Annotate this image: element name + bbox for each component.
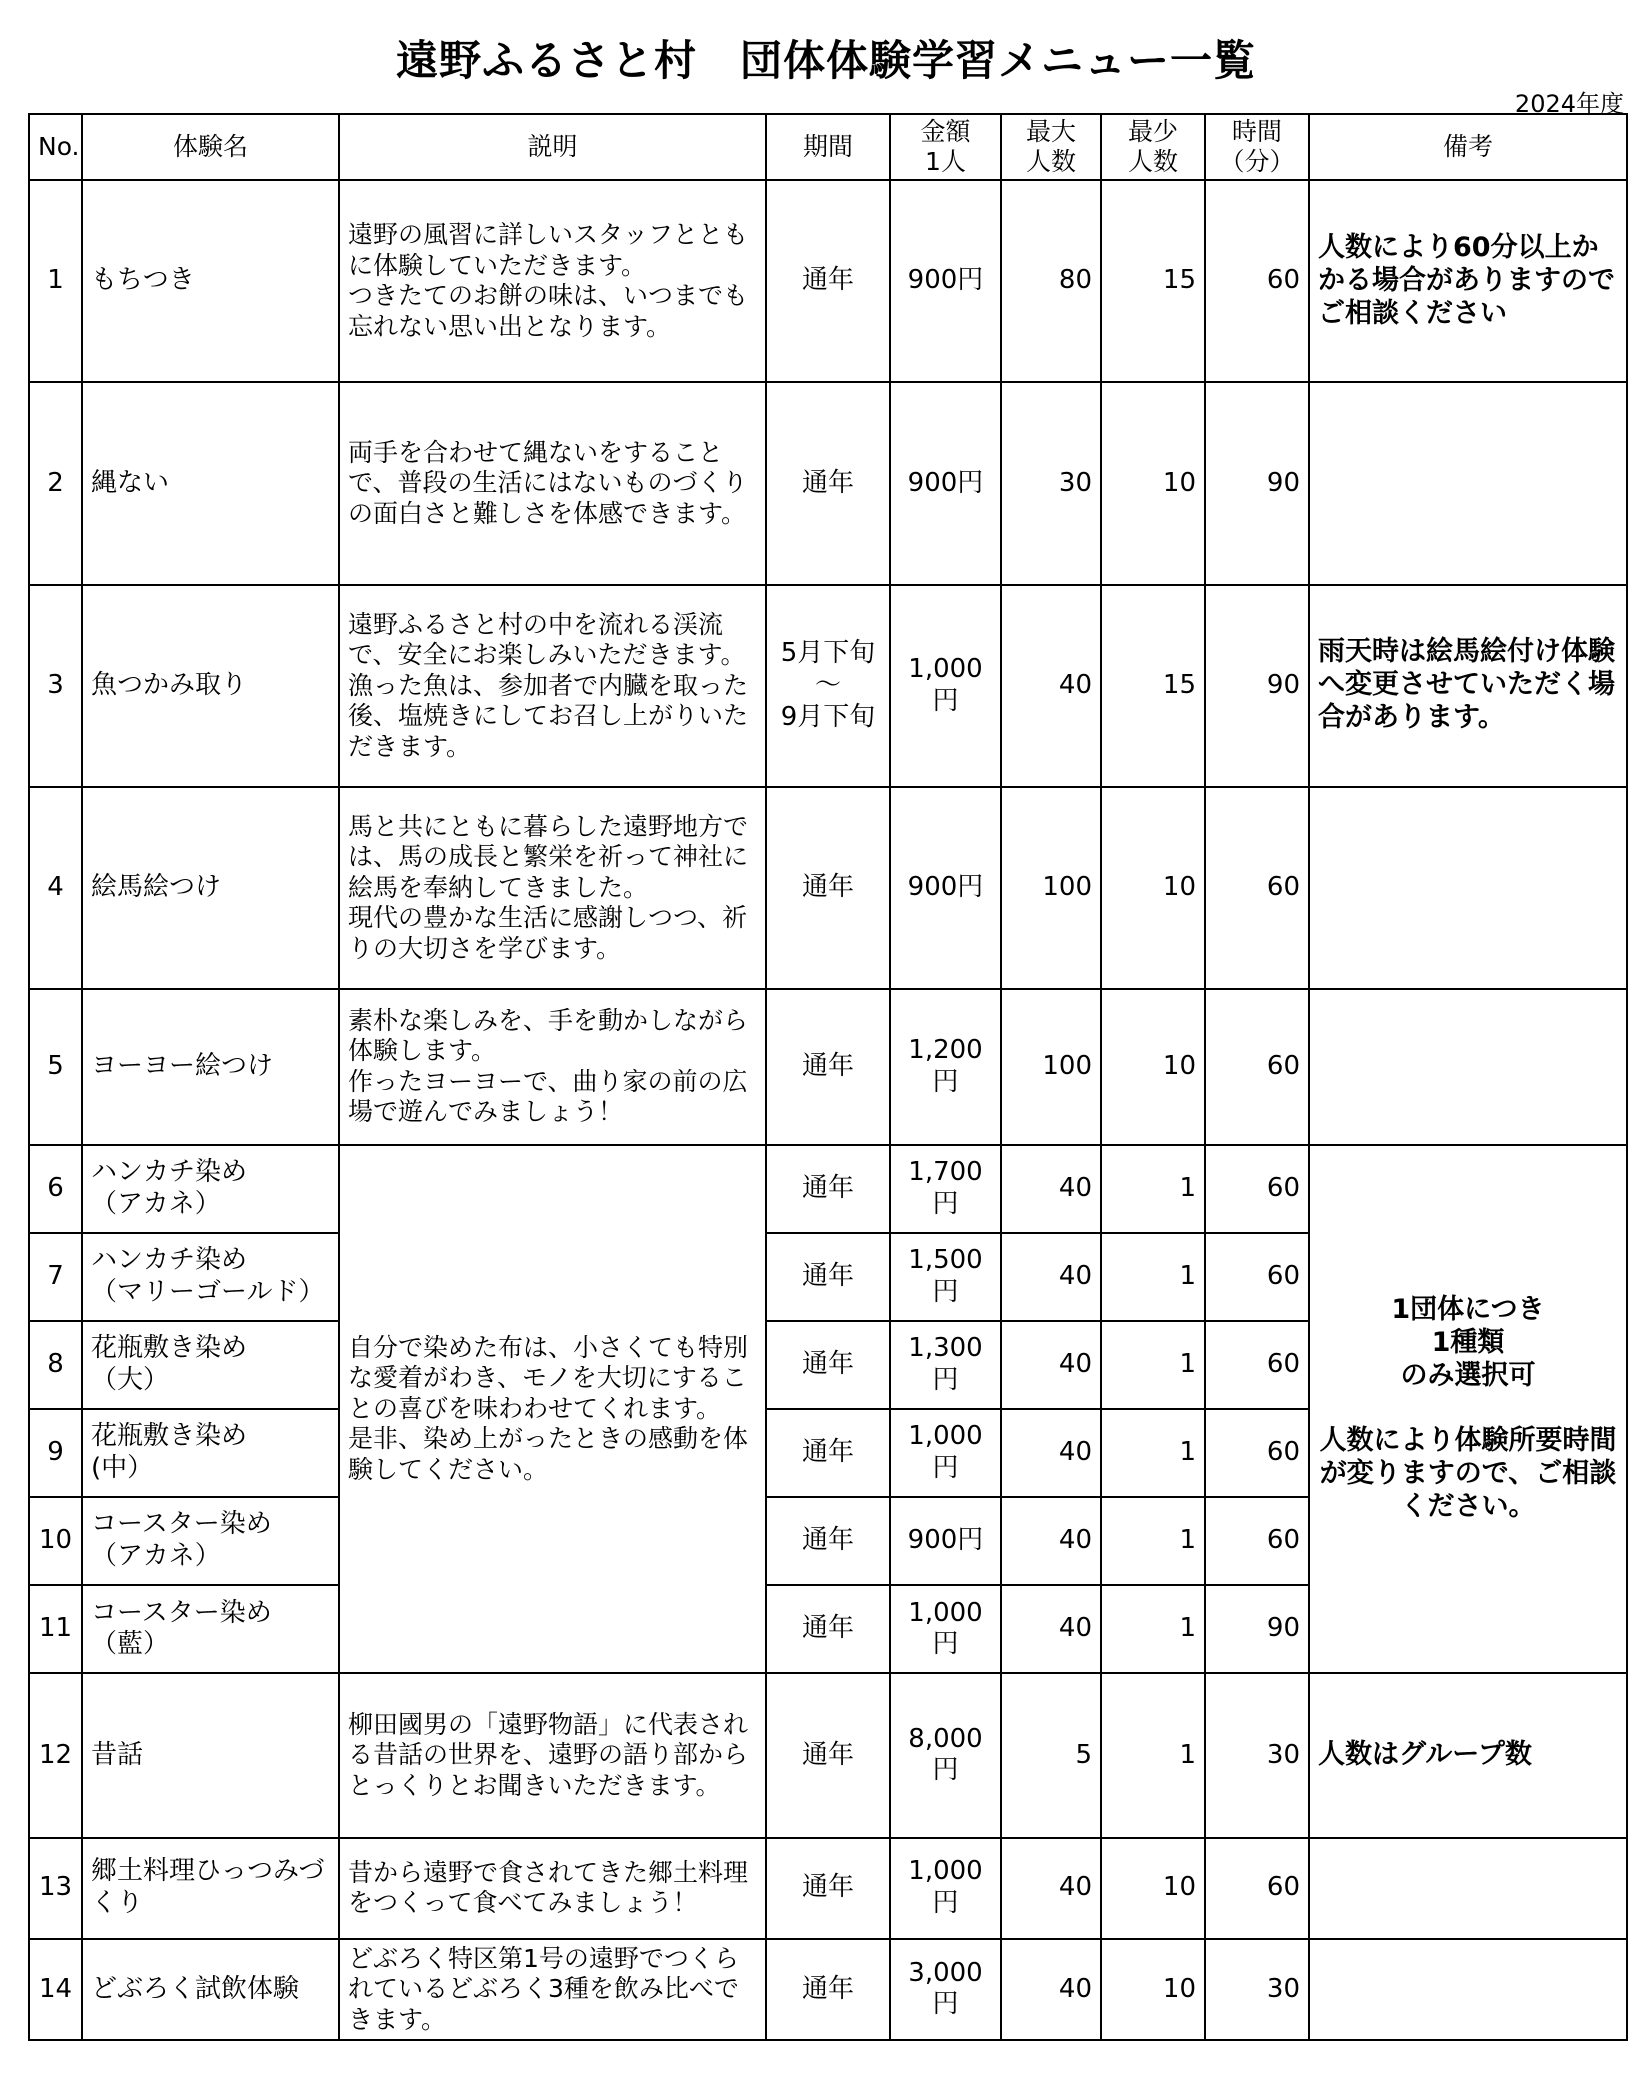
cell-price: 900円 bbox=[890, 787, 1001, 989]
cell-min: 10 bbox=[1101, 382, 1205, 584]
cell-min: 10 bbox=[1101, 787, 1205, 989]
cell-name: 絵馬絵つけ bbox=[82, 787, 339, 989]
cell-note: 人数はグループ数 bbox=[1309, 1673, 1627, 1837]
cell-desc: 遠野の風習に詳しいスタッフとともに体験していただきます。 つきたてのお餅の味は、いつまでも忘れない思い出となります。 bbox=[339, 180, 766, 382]
cell-period: 通年 bbox=[766, 1673, 890, 1837]
fiscal-year: 2024年度 bbox=[1514, 90, 1624, 118]
page-title: 遠野ふるさと村 団体体験学習メニュー一覧 bbox=[395, 36, 1256, 85]
cell-name: 昔話 bbox=[82, 1673, 339, 1837]
header-desc: 説明 bbox=[339, 114, 766, 180]
cell-min: 1 bbox=[1101, 1145, 1205, 1233]
cell-period: 通年 bbox=[766, 1838, 890, 1939]
table-row bbox=[29, 382, 1627, 584]
cell-no: 11 bbox=[29, 1585, 82, 1673]
cell-price: 900円 bbox=[890, 1497, 1001, 1585]
table-row bbox=[29, 1145, 1627, 1233]
cell-name: ヨーヨー絵つけ bbox=[82, 989, 339, 1144]
header-max: 最大 人数 bbox=[1001, 114, 1101, 180]
cell-no: 8 bbox=[29, 1321, 82, 1409]
cell-max: 40 bbox=[1001, 1145, 1101, 1233]
cell-time: 90 bbox=[1205, 382, 1309, 584]
cell-period: 5月下旬 ～ 9月下旬 bbox=[766, 585, 890, 787]
cell-note bbox=[1309, 382, 1627, 584]
cell-name: 魚つかみ取り bbox=[82, 585, 339, 787]
cell-time: 30 bbox=[1205, 1673, 1309, 1837]
cell-price: 900円 bbox=[890, 180, 1001, 382]
cell-min: 1 bbox=[1101, 1497, 1205, 1585]
cell-name: 花瓶敷き染め （大） bbox=[82, 1321, 339, 1409]
cell-period: 通年 bbox=[766, 382, 890, 584]
cell-no: 12 bbox=[29, 1673, 82, 1837]
cell-no: 10 bbox=[29, 1497, 82, 1585]
cell-max: 40 bbox=[1001, 585, 1101, 787]
cell-price: 900円 bbox=[890, 382, 1001, 584]
cell-min: 1 bbox=[1101, 1673, 1205, 1837]
cell-name: 郷土料理ひっつみづくり bbox=[82, 1838, 339, 1939]
cell-max: 40 bbox=[1001, 1321, 1101, 1409]
cell-no: 7 bbox=[29, 1233, 82, 1321]
cell-note bbox=[1309, 787, 1627, 989]
cell-min: 1 bbox=[1101, 1321, 1205, 1409]
cell-no: 2 bbox=[29, 382, 82, 584]
cell-period: 通年 bbox=[766, 1321, 890, 1409]
cell-note bbox=[1309, 1838, 1627, 1939]
cell-max: 40 bbox=[1001, 1939, 1101, 2040]
table-row bbox=[29, 585, 1627, 787]
cell-time: 60 bbox=[1205, 1838, 1309, 1939]
cell-time: 60 bbox=[1205, 1409, 1309, 1497]
cell-max: 40 bbox=[1001, 1497, 1101, 1585]
cell-period: 通年 bbox=[766, 1585, 890, 1673]
header-no: No. bbox=[29, 114, 82, 180]
cell-no: 5 bbox=[29, 989, 82, 1144]
header-name: 体験名 bbox=[82, 114, 339, 180]
table-row bbox=[29, 989, 1627, 1144]
cell-price: 1,000円 bbox=[890, 1585, 1001, 1673]
cell-desc: 両手を合わせて縄ないをすることで、普段の生活にはないものづくりの面白さと難しさを体感できます。 bbox=[339, 382, 766, 584]
cell-desc: 昔から遠野で食されてきた郷土料理をつくって食べてみましょう！ bbox=[339, 1838, 766, 1939]
cell-max: 30 bbox=[1001, 382, 1101, 584]
cell-period: 通年 bbox=[766, 1145, 890, 1233]
header-note: 備考 bbox=[1309, 114, 1627, 180]
cell-period: 通年 bbox=[766, 787, 890, 989]
cell-time: 60 bbox=[1205, 1145, 1309, 1233]
cell-name: 縄ない bbox=[82, 382, 339, 584]
cell-time: 90 bbox=[1205, 1585, 1309, 1673]
cell-price: 1,200円 bbox=[890, 989, 1001, 1144]
cell-time: 60 bbox=[1205, 180, 1309, 382]
cell-price: 1,500円 bbox=[890, 1233, 1001, 1321]
cell-desc: どぶろく特区第1号の遠野でつくられているどぶろく3種を飲み比べできます。 bbox=[339, 1939, 766, 2040]
cell-time: 60 bbox=[1205, 787, 1309, 989]
cell-desc: 遠野ふるさと村の中を流れる渓流で、安全にお楽しみいただきます。 漁った魚は、参加者で内臓を取った後、塩焼きにしてお召し上がりいただきます。 bbox=[339, 585, 766, 787]
cell-min: 15 bbox=[1101, 585, 1205, 787]
cell-min: 1 bbox=[1101, 1409, 1205, 1497]
cell-name: どぶろく試飲体験 bbox=[82, 1939, 339, 2040]
cell-note-dye-group: 1団体につき 1種類 のみ選択可 人数により体験所要時間が変りますので、ご相談ください。 bbox=[1309, 1145, 1627, 1674]
header-min: 最少 人数 bbox=[1101, 114, 1205, 180]
cell-desc: 馬と共にともに暮らした遠野地方では、馬の成長と繁栄を祈って神社に絵馬を奉納してきました。 現代の豊かな生活に感謝しつつ、祈りの大切さを学びます。 bbox=[339, 787, 766, 989]
cell-desc: 柳田國男の「遠野物語」に代表される昔話の世界を、遠野の語り部からとっくりとお聞きいただきます。 bbox=[339, 1673, 766, 1837]
cell-time: 60 bbox=[1205, 989, 1309, 1144]
cell-time: 30 bbox=[1205, 1939, 1309, 2040]
cell-price: 1,000円 bbox=[890, 585, 1001, 787]
cell-min: 10 bbox=[1101, 1939, 1205, 2040]
cell-max: 40 bbox=[1001, 1838, 1101, 1939]
cell-price: 1,300円 bbox=[890, 1321, 1001, 1409]
cell-max: 40 bbox=[1001, 1409, 1101, 1497]
cell-period: 通年 bbox=[766, 1497, 890, 1585]
cell-no: 6 bbox=[29, 1145, 82, 1233]
cell-period: 通年 bbox=[766, 1409, 890, 1497]
cell-no: 14 bbox=[29, 1939, 82, 2040]
cell-min: 15 bbox=[1101, 180, 1205, 382]
cell-max: 40 bbox=[1001, 1585, 1101, 1673]
cell-note: 人数により60分以上かかる場合がありますのでご相談ください bbox=[1309, 180, 1627, 382]
cell-no: 4 bbox=[29, 787, 82, 989]
table-row bbox=[29, 787, 1627, 989]
table-row bbox=[29, 180, 1627, 382]
cell-max: 80 bbox=[1001, 180, 1101, 382]
cell-min: 10 bbox=[1101, 1838, 1205, 1939]
cell-max: 100 bbox=[1001, 989, 1101, 1144]
cell-price: 1,700円 bbox=[890, 1145, 1001, 1233]
header-period: 期間 bbox=[766, 114, 890, 180]
cell-note bbox=[1309, 1939, 1627, 2040]
cell-no: 13 bbox=[29, 1838, 82, 1939]
table-row bbox=[29, 1939, 1627, 2040]
cell-price: 1,000円 bbox=[890, 1409, 1001, 1497]
cell-no: 3 bbox=[29, 585, 82, 787]
cell-time: 60 bbox=[1205, 1497, 1309, 1585]
cell-min: 10 bbox=[1101, 989, 1205, 1144]
cell-note bbox=[1309, 989, 1627, 1144]
cell-no: 1 bbox=[29, 180, 82, 382]
cell-min: 1 bbox=[1101, 1233, 1205, 1321]
cell-name: 花瓶敷き染め (中） bbox=[82, 1409, 339, 1497]
table-row bbox=[29, 1838, 1627, 1939]
cell-time: 90 bbox=[1205, 585, 1309, 787]
cell-desc-dye-group: 自分で染めた布は、小さくても特別な愛着がわき、モノを大切にすることの喜びを味わわせてくれます。 是非、染め上がったときの感動を体験してください。 bbox=[339, 1145, 766, 1674]
cell-period: 通年 bbox=[766, 1233, 890, 1321]
cell-price: 8,000円 bbox=[890, 1673, 1001, 1837]
cell-time: 60 bbox=[1205, 1321, 1309, 1409]
cell-period: 通年 bbox=[766, 989, 890, 1144]
header-price: 金額 1人 bbox=[890, 114, 1001, 180]
cell-period: 通年 bbox=[766, 1939, 890, 2040]
cell-note: 雨天時は絵馬絵付け体験へ変更させていただく場合があります。 bbox=[1309, 585, 1627, 787]
cell-name: ハンカチ染め （マリーゴールド） bbox=[82, 1233, 339, 1321]
cell-no: 9 bbox=[29, 1409, 82, 1497]
cell-name: コースター染め （アカネ） bbox=[82, 1497, 339, 1585]
cell-price: 3,000円 bbox=[890, 1939, 1001, 2040]
header-row bbox=[29, 114, 1627, 180]
cell-max: 100 bbox=[1001, 787, 1101, 989]
cell-max: 40 bbox=[1001, 1233, 1101, 1321]
menu-table bbox=[28, 113, 1628, 2041]
cell-max: 5 bbox=[1001, 1673, 1101, 1837]
cell-name: ハンカチ染め （アカネ） bbox=[82, 1145, 339, 1233]
cell-desc: 素朴な楽しみを、手を動かしながら体験します。 作ったヨーヨーで、曲り家の前の広場で遊んでみましょう！ bbox=[339, 989, 766, 1144]
cell-price: 1,000円 bbox=[890, 1838, 1001, 1939]
cell-min: 1 bbox=[1101, 1585, 1205, 1673]
cell-name: もちつき bbox=[82, 180, 339, 382]
cell-period: 通年 bbox=[766, 180, 890, 382]
cell-name: コースター染め （藍） bbox=[82, 1585, 339, 1673]
header-time: 時間 （分） bbox=[1205, 114, 1309, 180]
cell-time: 60 bbox=[1205, 1233, 1309, 1321]
table-row bbox=[29, 1673, 1627, 1837]
